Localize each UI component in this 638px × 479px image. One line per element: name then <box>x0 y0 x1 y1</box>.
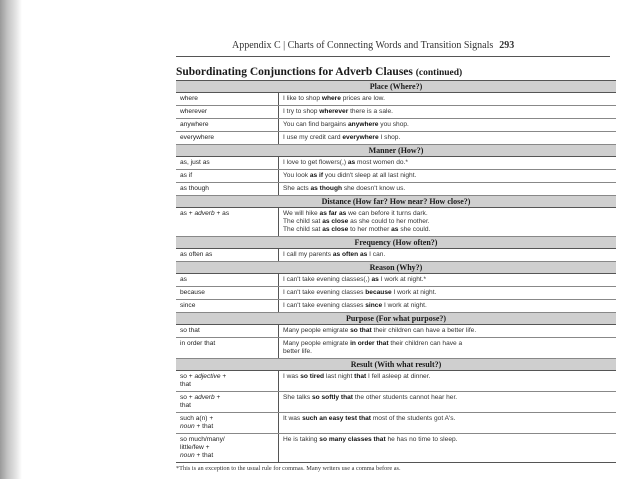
conjunction-cell: where <box>176 93 279 106</box>
section-heading-row <box>176 262 616 274</box>
conjunction-cell: so + adverb + that <box>176 392 279 413</box>
section-heading: Reason (Why?) <box>176 262 616 274</box>
table-row <box>176 300 616 313</box>
section-heading: Manner (How?) <box>176 145 616 157</box>
conjunction-cell: because <box>176 287 279 300</box>
example-cell: I can't take evening classes because I work at night. <box>279 287 617 300</box>
conjunction-highlight: as often as <box>332 251 368 258</box>
section-heading: Frequency (How often?) <box>176 237 616 249</box>
conjunction-highlight: as far as <box>319 210 347 217</box>
example-cell: I was so tired last night that I fell asleep at dinner. <box>279 371 617 392</box>
conjunction-highlight: because <box>365 289 392 296</box>
chart-title <box>176 66 616 78</box>
conjunction-cell: as if <box>176 170 279 183</box>
conjunction-highlight: wherever <box>319 108 349 115</box>
example-cell: We will hike as far as we can before it turns dark. The child sat as close as she could to her mother. The child sat as close to her mother as she could. <box>279 208 617 237</box>
table-row <box>176 170 616 183</box>
table-row <box>176 434 616 463</box>
running-header-text: Appendix C | Charts of Connecting Words and Transition Signals <box>232 40 494 51</box>
conjunction-highlight: as if <box>309 172 324 179</box>
section-heading-row <box>176 313 616 325</box>
conjunction-cell: in order that <box>176 338 279 359</box>
example-cell: You look as if you didn't sleep at all last night. <box>279 170 617 183</box>
conjunction-cell: as often as <box>176 249 279 262</box>
table-row <box>176 325 616 338</box>
page-number: 293 <box>499 40 515 51</box>
conjunctions-table <box>176 80 616 463</box>
conjunction-highlight: as <box>391 226 399 233</box>
conjunctions-table-body <box>176 81 616 463</box>
example-cell: I like to shop where prices are low. <box>279 93 617 106</box>
section-heading: Place (Where?) <box>176 81 616 93</box>
conjunction-highlight: as close <box>322 226 349 233</box>
conjunction-highlight: in order that <box>350 340 389 347</box>
section-heading: Purpose (For what purpose?) <box>176 313 616 325</box>
example-cell: You can find bargains anywhere you shop. <box>279 119 617 132</box>
table-row <box>176 249 616 262</box>
table-row <box>176 287 616 300</box>
conjunction-cell: as <box>176 274 279 287</box>
conjunction-highlight: anywhere <box>348 121 379 128</box>
table-row <box>176 338 616 359</box>
table-row <box>176 208 616 237</box>
conjunction-highlight: since <box>365 302 383 309</box>
conjunction-cell: as, just as <box>176 157 279 170</box>
conjunction-highlight: that <box>354 373 367 380</box>
conjunction-highlight: everywhere <box>342 134 379 141</box>
example-cell: I love to get flowers(,) as most women do.* <box>279 157 617 170</box>
conjunction-cell: as + adverb + as <box>176 208 279 237</box>
running-header <box>232 40 612 51</box>
conjunction-cell: as though <box>176 183 279 196</box>
section-heading-row <box>176 359 616 371</box>
conjunction-highlight: so softly that <box>311 394 353 401</box>
conjunction-highlight: so tired <box>300 373 325 380</box>
section-heading: Distance (How far? How near? How close?) <box>176 196 616 208</box>
conjunction-cell: so much/many/ little/few + noun + that <box>176 434 279 463</box>
conjunction-cell: such a(n) + noun + that <box>176 413 279 434</box>
table-row <box>176 371 616 392</box>
conjunction-highlight: such an easy test that <box>302 415 371 422</box>
table-row <box>176 413 616 434</box>
table-row <box>176 274 616 287</box>
conjunction-highlight: as <box>347 159 356 166</box>
conjunction-cell: so that <box>176 325 279 338</box>
section-heading-row <box>176 196 616 208</box>
example-cell: I try to shop wherever there is a sale. <box>279 106 617 119</box>
section-heading-row <box>176 145 616 157</box>
conjunction-cell: so + adjective + that <box>176 371 279 392</box>
example-cell: I can't take evening classes(,) as I work at night.* <box>279 274 617 287</box>
example-cell: I use my credit card everywhere I shop. <box>279 132 617 145</box>
conjunction-highlight: as close <box>322 218 349 225</box>
conjunction-highlight: so that <box>350 327 372 334</box>
example-cell: She talks so softly that the other students cannot hear her. <box>279 392 617 413</box>
example-cell: I can't take evening classes since I work at night. <box>279 300 617 313</box>
table-row <box>176 392 616 413</box>
conjunction-highlight: as though <box>310 185 343 192</box>
example-cell: It was such an easy test that most of the students got A's. <box>279 413 617 434</box>
example-cell: I call my parents as often as I can. <box>279 249 617 262</box>
table-row <box>176 132 616 145</box>
example-cell: She acts as though she doesn't know us. <box>279 183 617 196</box>
chart-title-suffix: (continued) <box>415 68 463 78</box>
header-rule <box>176 56 610 57</box>
conjunction-highlight: so many classes that <box>319 436 386 443</box>
conjunction-cell: since <box>176 300 279 313</box>
conjunction-cell: everywhere <box>176 132 279 145</box>
footnote: *This is an exception to the usual rule for commas. Many writers use a comma before as. <box>176 465 401 472</box>
conjunction-highlight: as <box>371 276 379 283</box>
table-row <box>176 183 616 196</box>
example-cell: Many people emigrate in order that their children can have a better life. <box>279 338 617 359</box>
conjunction-cell: wherever <box>176 106 279 119</box>
example-cell: He is taking so many classes that he has no time to sleep. <box>279 434 617 463</box>
table-row <box>176 93 616 106</box>
table-row <box>176 119 616 132</box>
example-cell: Many people emigrate so that their children can have a better life. <box>279 325 617 338</box>
section-heading: Result (With what result?) <box>176 359 616 371</box>
section-heading-row <box>176 237 616 249</box>
chart-title-main: Subordinating Conjunctions for Adverb Clauses <box>176 66 413 78</box>
table-row <box>176 106 616 119</box>
book-spine-shadow <box>0 0 22 479</box>
table-row <box>176 157 616 170</box>
conjunction-highlight: where <box>321 95 341 102</box>
section-heading-row <box>176 81 616 93</box>
conjunction-cell: anywhere <box>176 119 279 132</box>
